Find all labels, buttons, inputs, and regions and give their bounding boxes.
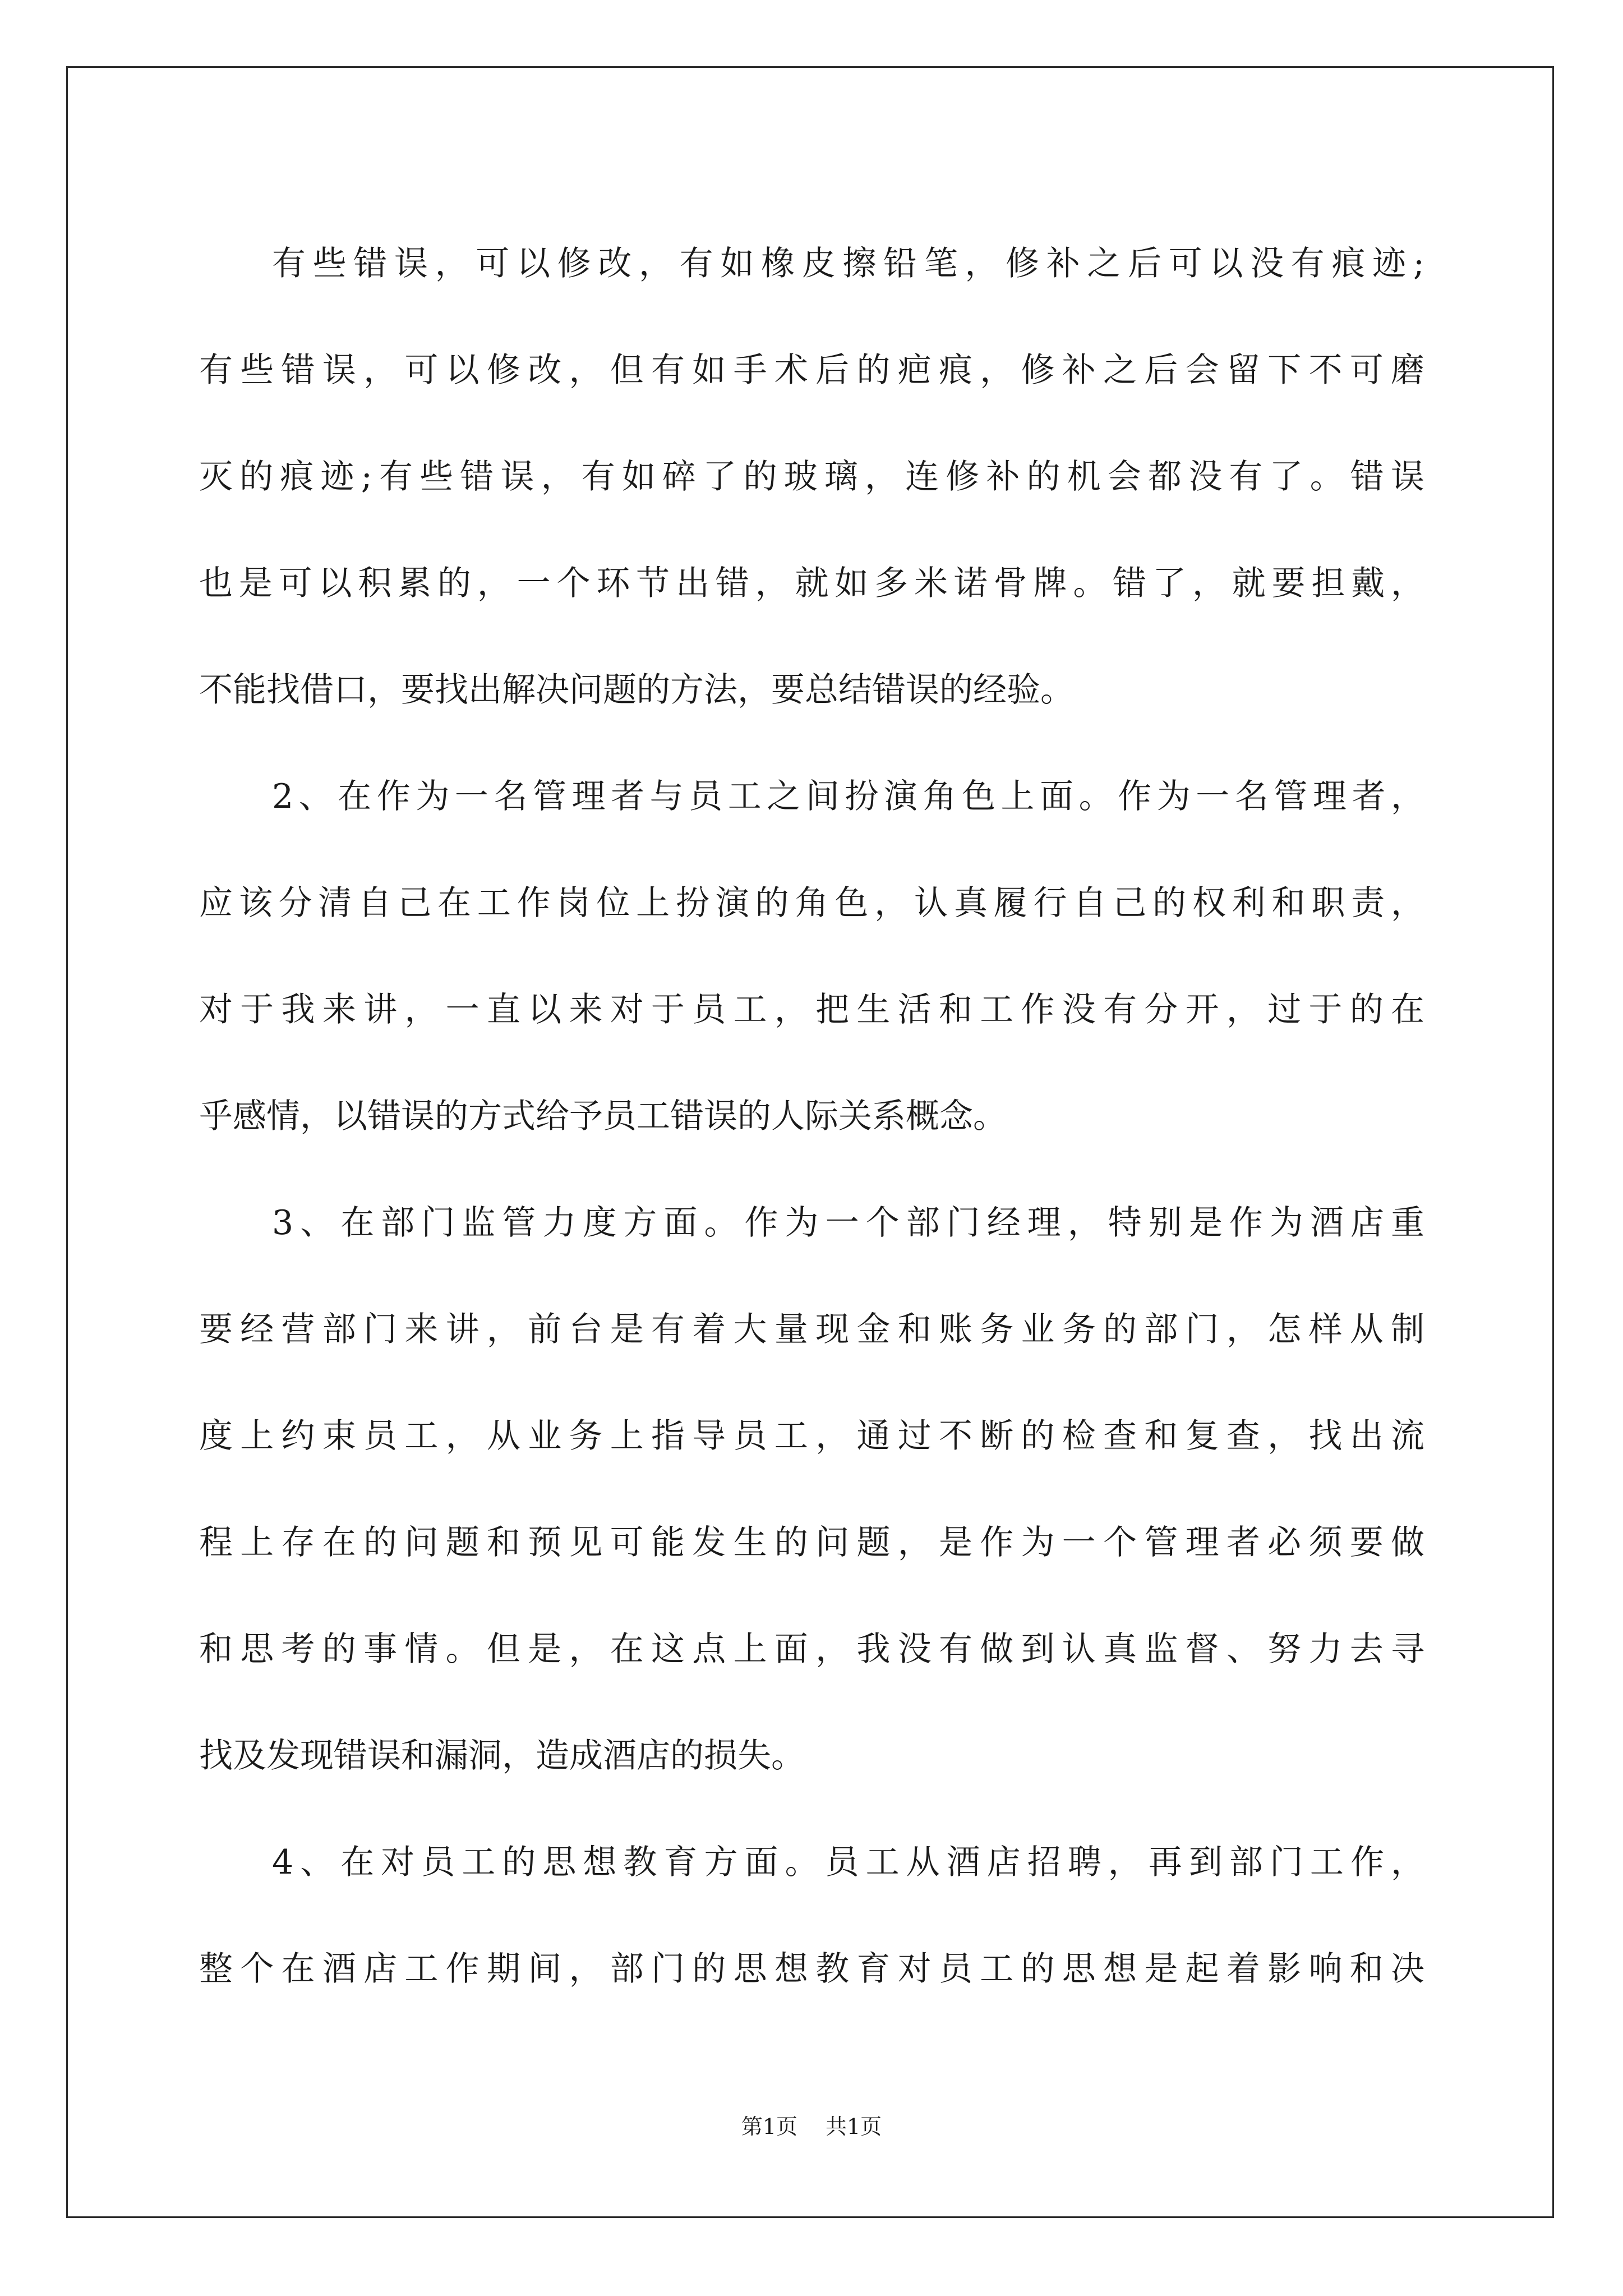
text-line: 乎感情，以错误的方式给予员工错误的人际关系概念。 [199,1097,1007,1136]
text-line: 3、在部门监管力度方面。作为一个部门经理，特别是作为酒店重 [272,1203,1424,1243]
text-line: 2、在作为一名管理者与员工之间扮演角色上面。作为一名管理者， [272,777,1424,816]
text-line: 有些错误，可以修改，但有如手术后的疤痕，修补之后会留下不可磨 [199,351,1424,390]
text-line: 灭的痕迹;有些错误，有如碎了的玻璃，连修补的机会都没有了。错误 [199,457,1424,496]
text-line: 整个在酒店工作期间，部门的思想教育对员工的思想是起着影响和决 [199,1949,1424,1989]
text-line: 度上约束员工，从业务上指导员工，通过不断的检查和复查，找出流 [199,1416,1424,1456]
text-line: 要经营部门来讲，前台是有着大量现金和账务业务的部门，怎样从制 [199,1310,1424,1349]
page-footer [0,2109,1623,2140]
text-line: 程上存在的问题和预见可能发生的问题，是作为一个管理者必须要做 [199,1523,1424,1562]
text-line: 应该分清自己在工作岗位上扮演的角色，认真履行自己的权利和职责， [199,884,1424,923]
text-line: 有些错误，可以修改，有如橡皮擦铅笔，修补之后可以没有痕迹; [272,244,1424,283]
text-line: 对于我来讲，一直以来对于员工，把生活和工作没有分开，过于的在 [199,990,1424,1029]
page-number: 第1页 [741,2114,797,2139]
text-line: 不能找借口，要找出解决问题的方法，要总结错误的经验。 [199,670,1074,710]
document-body [199,210,1424,2022]
text-line: 找及发现错误和漏洞，造成酒店的损失。 [199,1736,805,1775]
paragraph-4 [199,1809,1424,2022]
paragraph-2 [199,743,1424,1170]
paragraph-1 [199,210,1424,743]
page-total: 共1页 [826,2114,882,2139]
text-line: 和思考的事情。但是，在这点上面，我没有做到认真监督、努力去寻 [199,1630,1424,1669]
paragraph-3 [199,1170,1424,1809]
text-line: 4、在对员工的思想教育方面。员工从酒店招聘，再到部门工作， [272,1843,1424,1882]
text-line: 也是可以积累的，一个环节出错，就如多米诺骨牌。错了，就要担戴， [199,564,1424,603]
